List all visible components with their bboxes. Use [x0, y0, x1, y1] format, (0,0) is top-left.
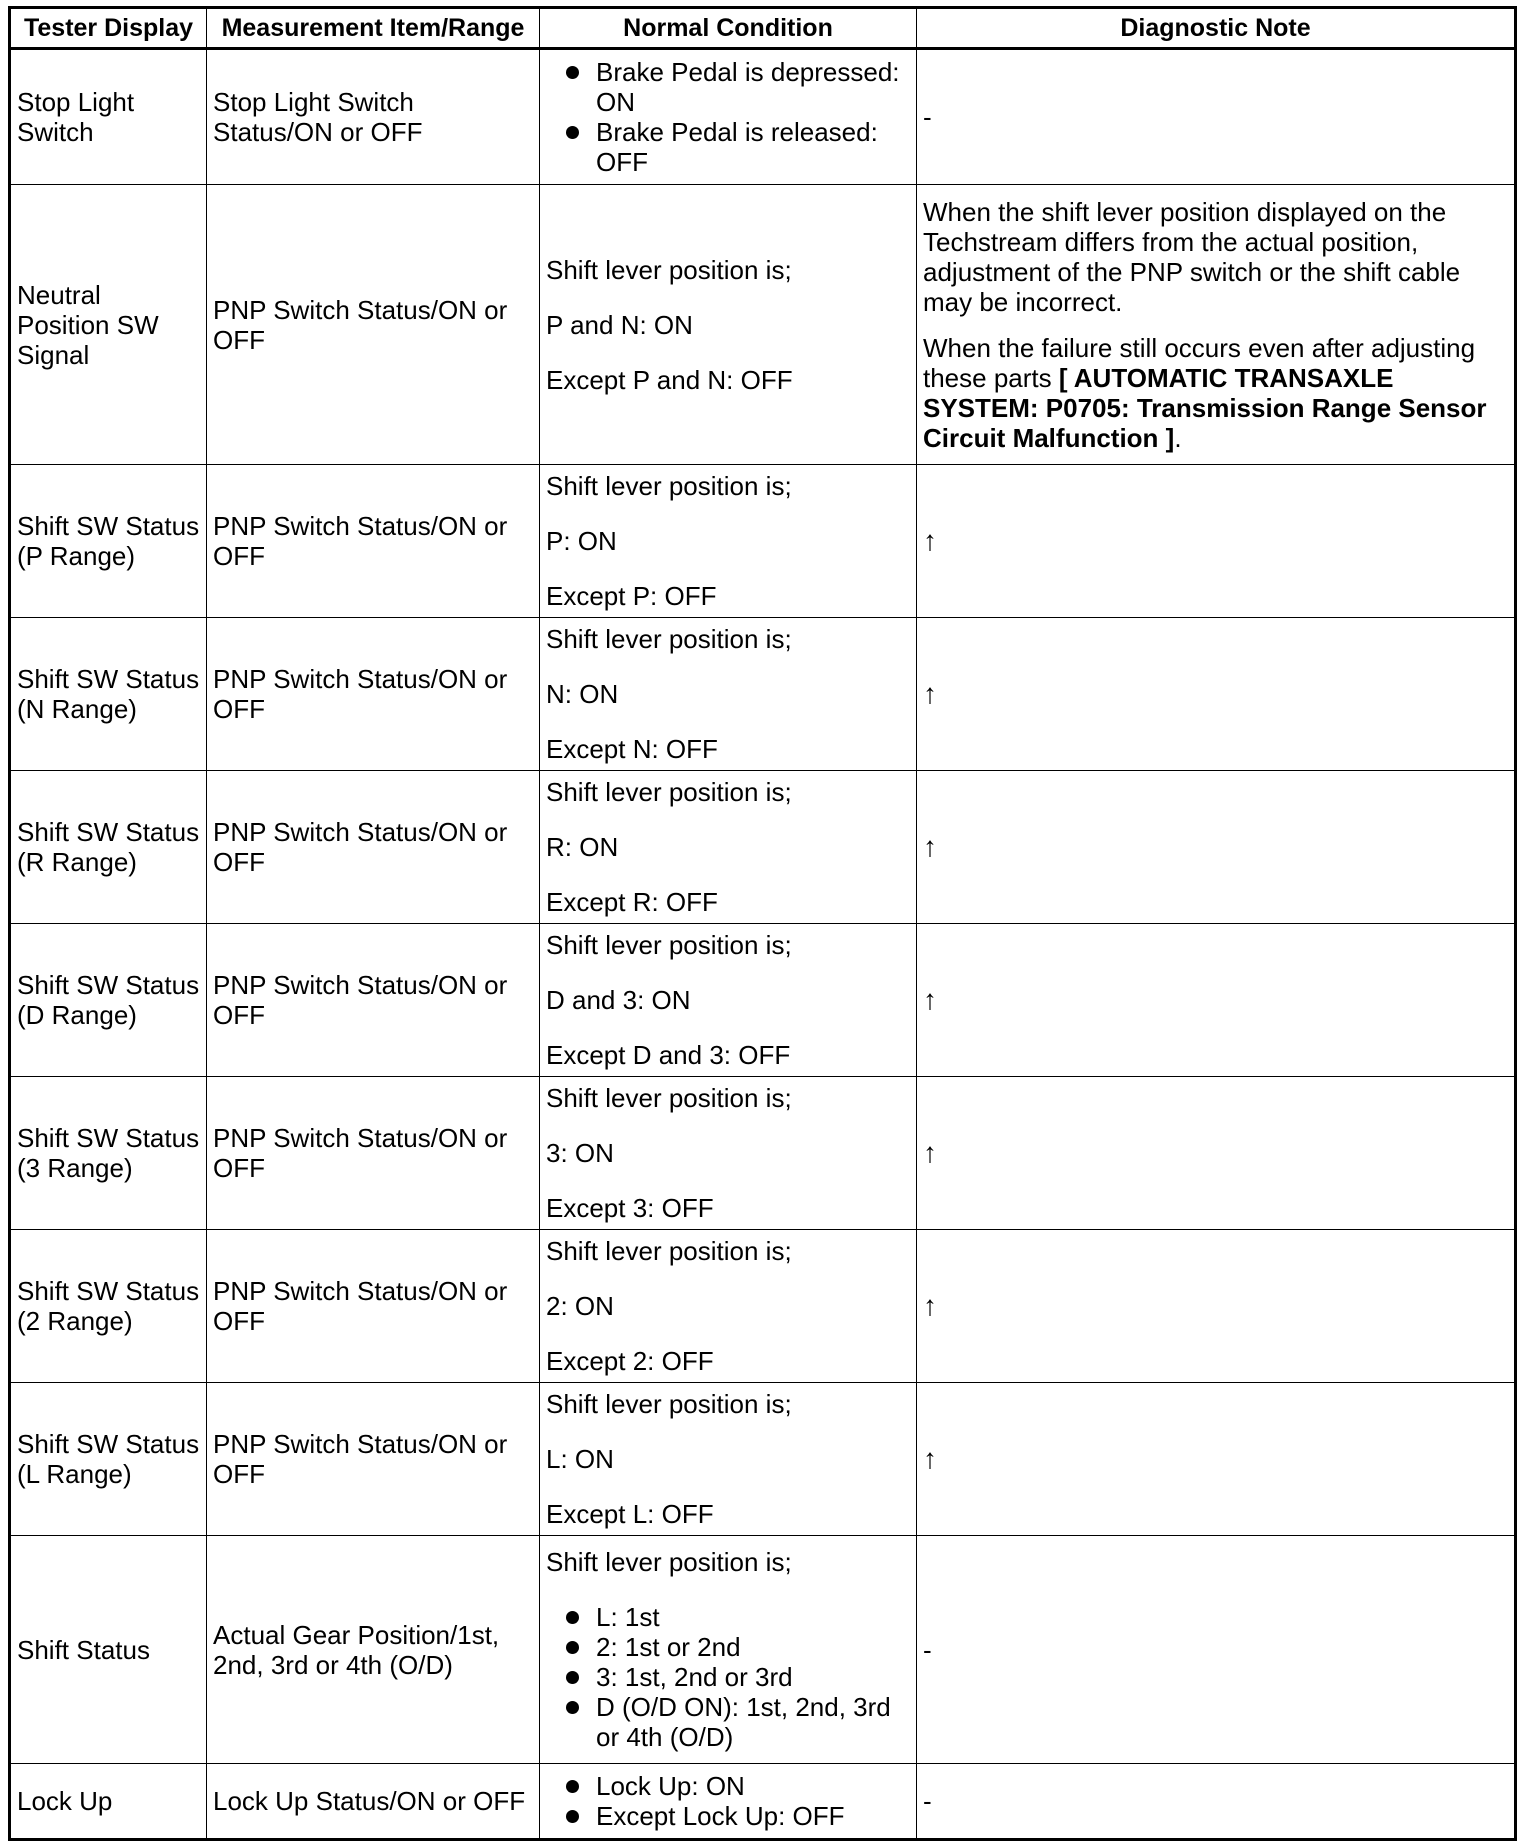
same-as-above-arrow-icon: ↑ [917, 1383, 1516, 1536]
condition-line: Shift lever position is; [546, 1236, 792, 1266]
measurement-cell: PNP Switch Status/ON or OFF [207, 1383, 540, 1536]
bullet-item [546, 1602, 910, 1632]
condition-line: N: ON [546, 679, 619, 709]
condition-line: Shift lever position is; [546, 930, 792, 960]
table-row [10, 1230, 1516, 1383]
condition-line: Shift lever position is; [546, 1083, 792, 1113]
table-row [10, 49, 1516, 185]
condition-line: Except P: OFF [546, 581, 717, 611]
bullet-text: Lock Up: ON [596, 1771, 745, 1801]
bullet-text: D (O/D ON): 1st, 2nd, 3rd or 4th (O/D) [596, 1692, 891, 1752]
tester-display-cell: Shift SW Status (N Range) [10, 618, 207, 771]
measurement-cell: PNP Switch Status/ON or OFF [207, 771, 540, 924]
normal-condition-cell [540, 618, 917, 771]
header-tester-display: Tester Display [10, 8, 207, 49]
measurement-cell: Lock Up Status/ON or OFF [207, 1764, 540, 1840]
condition-line: Except 2: OFF [546, 1346, 714, 1376]
normal-condition-cell [540, 771, 917, 924]
diagnostic-note-cell: - [917, 49, 1516, 185]
same-as-above-arrow-icon: ↑ [917, 771, 1516, 924]
note-paragraph: When the shift lever position displayed on the Techstream differs from the actual position, adjustment of the PNP switch or the shift cable may be incorrect. [923, 196, 1461, 317]
data-list-table [8, 6, 1517, 1841]
measurement-cell: Stop Light Switch Status/ON or OFF [207, 49, 540, 185]
bullet-item [546, 1801, 910, 1831]
bullet-icon [566, 66, 579, 79]
bullet-icon [566, 1671, 579, 1684]
bullet-icon [566, 1810, 579, 1823]
normal-condition-cell [540, 1077, 917, 1230]
tester-display-cell: Shift SW Status (R Range) [10, 771, 207, 924]
condition-line: Except R: OFF [546, 887, 718, 917]
normal-condition-cell [540, 49, 917, 185]
condition-line: Except D and 3: OFF [546, 1040, 791, 1070]
tester-display-cell: Neutral Position SW Signal [10, 185, 207, 465]
bullet-icon [566, 1641, 579, 1654]
bullet-item [546, 117, 910, 177]
normal-condition-cell [540, 465, 917, 618]
bullet-item [546, 57, 910, 117]
bullet-icon [566, 1611, 579, 1624]
table-row [10, 1536, 1516, 1764]
tester-display-cell: Shift SW Status (2 Range) [10, 1230, 207, 1383]
tester-display-cell: Shift SW Status (L Range) [10, 1383, 207, 1536]
condition-line: R: ON [546, 832, 619, 862]
condition-line: 3: ON [546, 1138, 614, 1168]
measurement-cell: PNP Switch Status/ON or OFF [207, 1077, 540, 1230]
note-paragraph [923, 333, 1508, 453]
table-row [10, 1764, 1516, 1840]
normal-condition-cell [540, 1536, 917, 1764]
bullet-item [546, 1632, 910, 1662]
tester-display-cell: Shift Status [10, 1536, 207, 1764]
condition-line: D and 3: ON [546, 985, 691, 1015]
bullet-icon [566, 1701, 579, 1714]
condition-line: L: ON [546, 1444, 614, 1474]
measurement-cell: Actual Gear Position/1st, 2nd, 3rd or 4th (O/D) [207, 1536, 540, 1764]
data-list-page [8, 6, 1514, 1841]
measurement-cell: PNP Switch Status/ON or OFF [207, 924, 540, 1077]
note-reference: [ AUTOMATIC TRANSAXLE SYSTEM: P0705: Transmission Range Sensor Circuit Malfunction ] [923, 362, 1487, 453]
condition-line: 2: ON [546, 1291, 614, 1321]
table-row [10, 771, 1516, 924]
header-diagnostic-note: Diagnostic Note [917, 8, 1516, 49]
header-row [10, 8, 1516, 49]
condition-line: Except N: OFF [546, 734, 718, 764]
condition-line: Shift lever position is; [546, 1389, 792, 1419]
same-as-above-arrow-icon: ↑ [917, 1230, 1516, 1383]
condition-line: Shift lever position is; [546, 1547, 792, 1577]
normal-condition-cell [540, 1383, 917, 1536]
condition-line: Shift lever position is; [546, 471, 792, 501]
tester-display-cell: Shift SW Status (P Range) [10, 465, 207, 618]
same-as-above-arrow-icon: ↑ [917, 924, 1516, 1077]
condition-line: Except 3: OFF [546, 1193, 714, 1223]
header-measurement: Measurement Item/Range [207, 8, 540, 49]
bullet-text: 2: 1st or 2nd [596, 1632, 741, 1662]
bullet-list [546, 1602, 910, 1752]
bullet-text: L: 1st [596, 1602, 660, 1632]
bullet-list [546, 1771, 910, 1831]
bullet-text: Brake Pedal is released: OFF [596, 117, 878, 177]
tester-display-cell: Shift SW Status (3 Range) [10, 1077, 207, 1230]
normal-condition-cell [540, 1764, 917, 1840]
header-normal-condition: Normal Condition [540, 8, 917, 49]
table-row [10, 1383, 1516, 1536]
table-row [10, 465, 1516, 618]
table-row [10, 185, 1516, 465]
diagnostic-note-cell: - [917, 1764, 1516, 1840]
tester-display-cell: Lock Up [10, 1764, 207, 1840]
measurement-cell: PNP Switch Status/ON or OFF [207, 618, 540, 771]
same-as-above-arrow-icon: ↑ [917, 1077, 1516, 1230]
bullet-item [546, 1771, 910, 1801]
note-text: When the failure still occurs even after adjusting these parts [923, 332, 1476, 393]
condition-line: Shift lever position is; [546, 777, 792, 807]
table-row [10, 1077, 1516, 1230]
table-row [10, 618, 1516, 771]
same-as-above-arrow-icon: ↑ [917, 618, 1516, 771]
measurement-cell: PNP Switch Status/ON or OFF [207, 465, 540, 618]
same-as-above-arrow-icon: ↑ [917, 465, 1516, 618]
normal-condition-cell [540, 924, 917, 1077]
diagnostic-note-cell: - [917, 1536, 1516, 1764]
normal-condition-cell [540, 185, 917, 465]
bullet-item [546, 1662, 910, 1692]
tester-display-cell: Shift SW Status (D Range) [10, 924, 207, 1077]
diagnostic-note-cell [917, 185, 1516, 465]
note-text: . [1174, 422, 1182, 453]
condition-line: Except P and N: OFF [546, 364, 793, 395]
measurement-cell: PNP Switch Status/ON or OFF [207, 1230, 540, 1383]
bullet-text: 3: 1st, 2nd or 3rd [596, 1662, 793, 1692]
normal-condition-cell [540, 1230, 917, 1383]
bullet-icon [566, 1780, 579, 1793]
condition-line: Shift lever position is; [546, 624, 792, 654]
condition-line: P and N: ON [546, 309, 693, 340]
condition-line: P: ON [546, 526, 617, 556]
condition-line: Except L: OFF [546, 1499, 714, 1529]
bullet-icon [566, 126, 579, 139]
condition-line: Shift lever position is; [546, 254, 792, 285]
measurement-cell: PNP Switch Status/ON or OFF [207, 185, 540, 465]
bullet-text: Except Lock Up: OFF [596, 1801, 845, 1831]
tester-display-cell: Stop Light Switch [10, 49, 207, 185]
table-row [10, 924, 1516, 1077]
bullet-text: Brake Pedal is depressed: ON [596, 57, 900, 117]
bullet-list [546, 57, 910, 177]
bullet-item [546, 1692, 910, 1752]
